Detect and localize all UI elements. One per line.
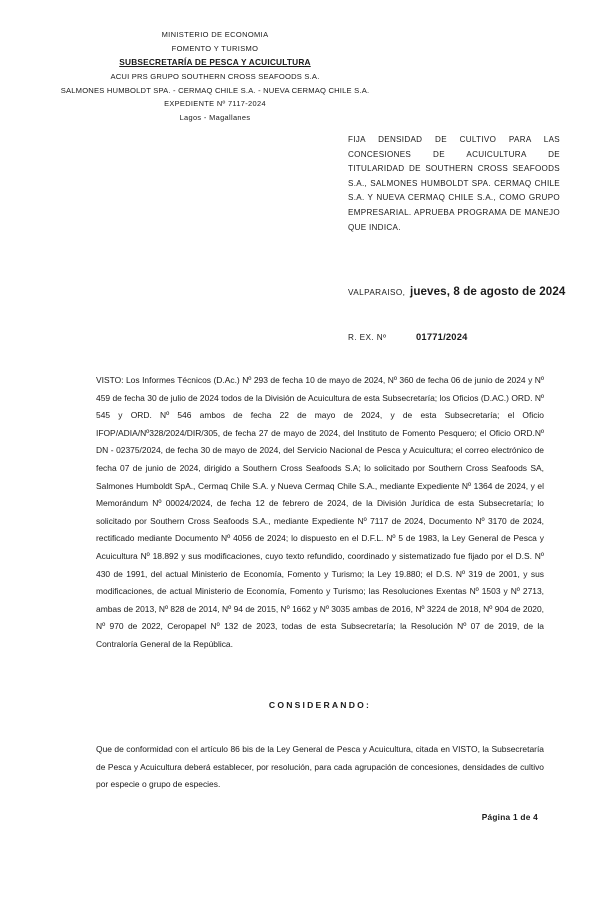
resolution-number-row <box>348 331 580 342</box>
letterhead-ministry-second: FOMENTO Y TURISMO <box>171 43 259 53</box>
letterhead-regions: Lagos - Magallanes <box>179 112 251 122</box>
resolution-number-value: 01771/2024 <box>416 331 468 342</box>
letterhead-expediente: EXPEDIENTE Nº 7117-2024 <box>164 99 266 108</box>
resolution-number-label: R. EX. Nº <box>348 333 387 342</box>
considerando-section <box>96 741 544 794</box>
letterhead-companies-line: SALMONES HUMBOLDT SPA. - CERMAQ CHILE S.A. - NUEVA CERMAQ CHILE S.A. <box>60 85 370 95</box>
letterhead-group-line: ACUI PRS GRUPO SOUTHERN CROSS SEAFOODS S.A. <box>110 72 320 81</box>
resolution-subject-block: FIJA DENSIDAD DE CULTIVO PARA LAS CONCESIONES DE ACUICULTURA DE TITULARIDAD DE SOUTHERN CROSS SEAFOODS S.A., SALMONES HUMBOLDT SPA. CERMAQ CHILE S.A. Y NUEVA CERMAQ CHILE S.A., COMO GRUPO EMPRESARIAL. APRUEBA PROGRAMA DE MANEJO QUE INDICA. <box>348 135 560 232</box>
visto-section <box>96 372 544 654</box>
issuance-place-date-row <box>348 285 580 298</box>
letterhead <box>0 28 430 124</box>
page-footer: Página 1 de 4 <box>481 812 538 822</box>
letterhead-ministry: MINISTERIO DE ECONOMIA <box>161 30 269 39</box>
issuance-place: VALPARAISO, <box>348 288 406 297</box>
issuance-date: jueves, 8 de agosto de 2024 <box>410 285 566 298</box>
visto-paragraph: VISTO: Los Informes Técnicos (D.Ac.) Nº 293 de fecha 10 de mayo de 2024, Nº 360 de fecha 06 de junio de 2024 y Nº 459 de fecha 30 de julio de 2024 todos de la División de Acuicultura de esta Subsecretaría; los Oficios (D.AC.) ORD. Nº 545 y ORD. Nº 546 ambos de fecha 22 de mayo de 2024, y de esta Subsecretaría; el Oficio IFOP/ADIA/Nº328/2024/DIR/305, de fecha 27 de mayo de 2024, del Instituto de Fomento Pesquero; el Oficio ORD.Nº DN - 02375/2024, de fecha 30 de mayo de 2024, del Servicio Nacional de Pesca y Acuicultura; el correo electrónico de fecha 07 de junio de 2024, dirigido a Southern Cross Seafoods S.A; lo solicitado por Southern Cross Seafoods SA, Salmones Humboldt SpA., Cermaq Chile S.A. y Nueva Cermaq Chile S.A., mediante Expediente Nº 1364 de 2024, y el Memorándum Nº 00024/2024, de fecha 12 de febrero de 2024, de la División Jurídica de esta Subsecretaría; lo solicitado por Southern Cross Seafoods S.A., mediante Expediente Nº 7117 de 2024, Documento Nº 3170 de 2024, rectificado mediante Documento Nº 4056 de 2024; lo dispuesto en el D.F.L. Nº 5 de 1983, la Ley General de Pesca y Acuicultura Nº 18.892 y sus modificaciones, cuyo texto refundido, coordinado y sistematizado fue fijado por el D.S. Nº 430 de 1991, del actual Ministerio de Economía, Fomento y Turismo; la Ley 19.880; el D.S. Nº 319 de 2001, y sus modificaciones, de actual Ministerio de Economía, Fomento y Turismo; las Resoluciones Exentas Nº 1503 y Nº 2713, ambas de 2013, Nº 828 de 2014, Nº 94 de 2015, Nº 1662 y Nº 3035 ambas de 2016, Nº 3224 de 2018, Nº 904 de 2020, Nº 970 de 2022, Ceropapel Nº 132 de 2023, todas de esta Subsecretaría; la Resolución Nº 07 de 2019, de la Contraloría General de la República. <box>96 375 544 649</box>
considerando-heading: CONSIDERANDO: <box>268 700 372 710</box>
considerando-paragraph-1: Que de conformidad con el artículo 86 bis de la Ley General de Pesca y Acuicultura, citada en VISTO, la Subsecretaría de Pesca y Acuicultura deberá establecer, por resolución, para cada agrupación de concesiones, densidades de cultivo por especie o grupo de especies. <box>96 744 544 790</box>
letterhead-subsecretary: SUBSECRETARÍA DE PESCA Y ACUICULTURA <box>119 57 311 67</box>
